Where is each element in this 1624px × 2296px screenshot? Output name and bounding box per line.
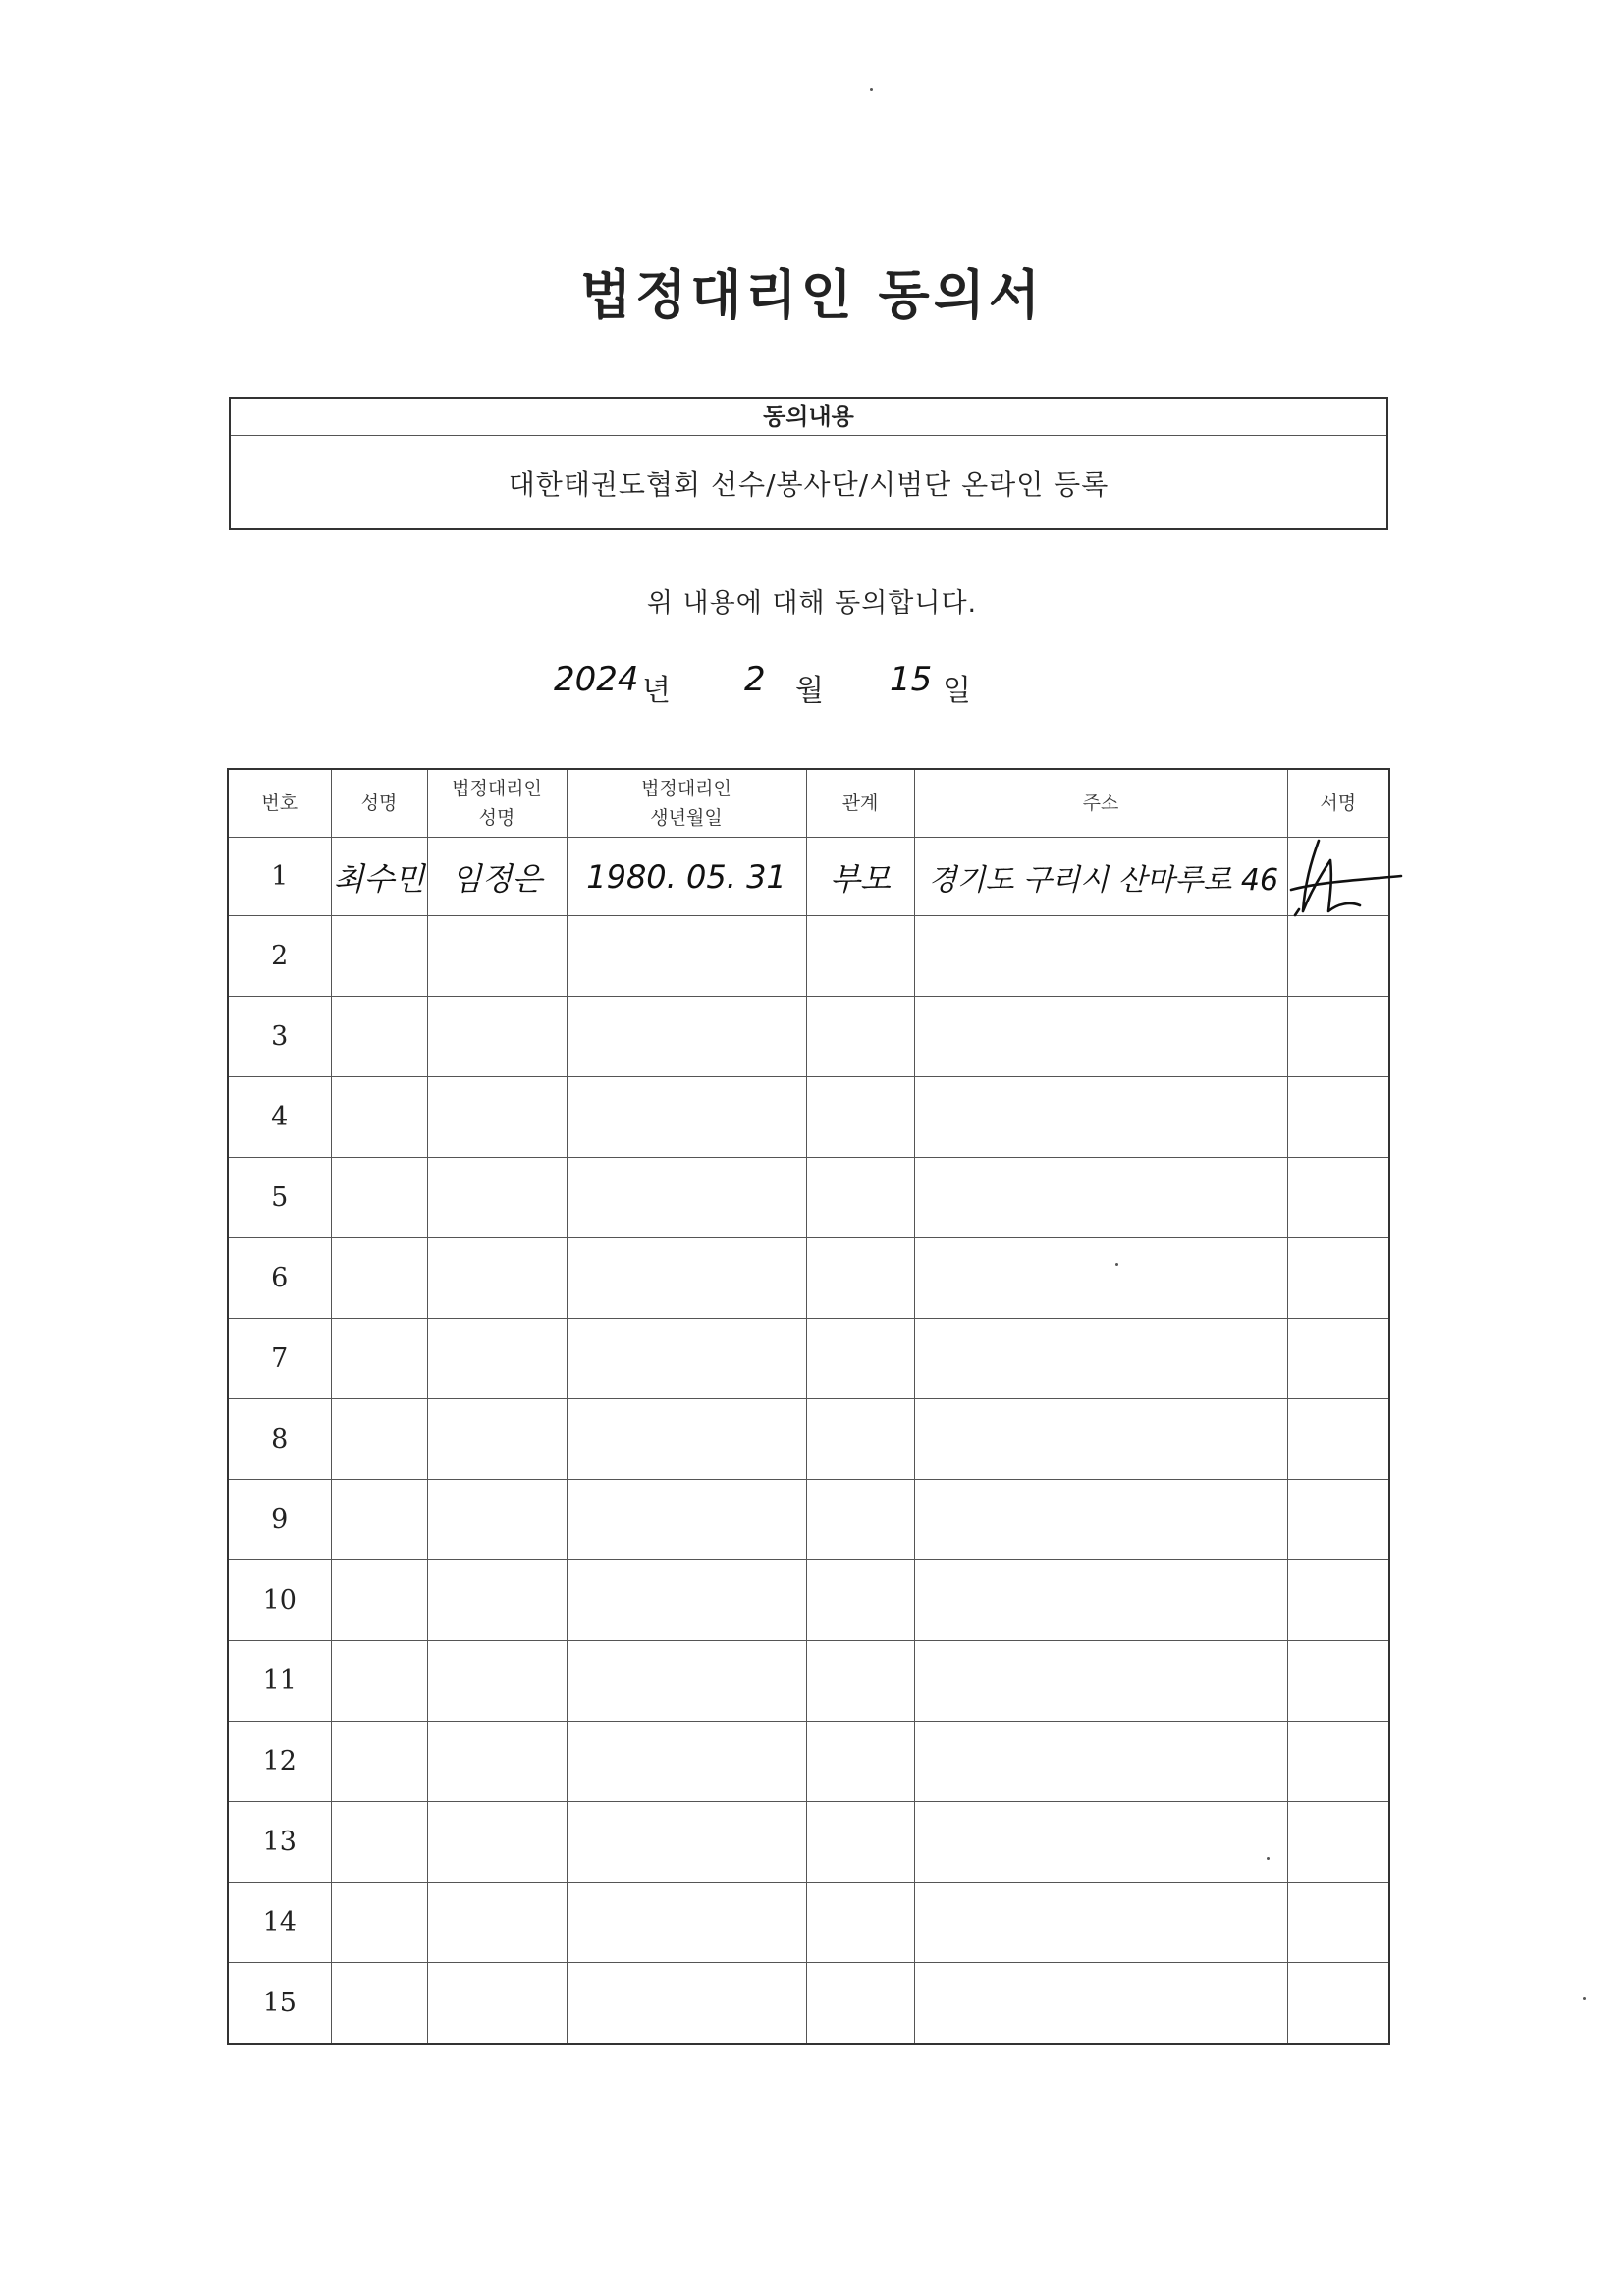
guardian-name: [427, 1399, 567, 1480]
table-row: [228, 1399, 1389, 1480]
header-guardian-birth: [567, 769, 806, 838]
table-row: [228, 1722, 1389, 1802]
header-guardian-birth-line2: 생년월일: [650, 807, 723, 829]
header-guardian-name-line1: 법정대리인: [452, 778, 542, 799]
consent-header: 동의내용: [231, 399, 1386, 436]
date-month-unit: 월: [795, 674, 824, 708]
date-month: 2: [744, 660, 766, 699]
address: [914, 1963, 1287, 2045]
date-day-unit: 일: [943, 674, 971, 708]
address: [914, 1238, 1287, 1319]
registration-table: [227, 768, 1390, 2045]
scan-speck: [1583, 1997, 1586, 2000]
relation: [806, 1480, 914, 1560]
student-name: [331, 1077, 427, 1158]
row-number: 12: [228, 1722, 331, 1802]
guardian-name: [427, 1722, 567, 1802]
student-name: [331, 1641, 427, 1722]
row-number: 9: [228, 1480, 331, 1560]
relation: [806, 1077, 914, 1158]
guardian-birth: [567, 1560, 806, 1641]
signature-cell: [1287, 1319, 1389, 1399]
row-number: 15: [228, 1963, 331, 2045]
address: [914, 1560, 1287, 1641]
row-number: 11: [228, 1641, 331, 1722]
address: [914, 1158, 1287, 1238]
row-number: 7: [228, 1319, 331, 1399]
scan-speck: [1115, 1263, 1118, 1266]
student-name: [331, 1480, 427, 1560]
guardian-name: 임정은: [427, 838, 567, 916]
guardian-birth: [567, 1238, 806, 1319]
row-number: 3: [228, 997, 331, 1077]
header-guardian-name-line2: 성명: [478, 807, 515, 829]
guardian-name: [427, 916, 567, 997]
address: [914, 1319, 1287, 1399]
guardian-name: [427, 1480, 567, 1560]
document-title: 법정대리인 동의서: [579, 264, 1045, 326]
guardian-birth: [567, 1722, 806, 1802]
relation: [806, 1883, 914, 1963]
table-row: [228, 1077, 1389, 1158]
student-name: [331, 1399, 427, 1480]
student-name: [331, 1883, 427, 1963]
student-name: [331, 997, 427, 1077]
guardian-name: [427, 1560, 567, 1641]
student-name: [331, 916, 427, 997]
table-row: [228, 997, 1389, 1077]
table-row: [228, 1480, 1389, 1560]
signature-cell: [1287, 1077, 1389, 1158]
student-name: [331, 1802, 427, 1883]
student-name: 최수민: [331, 838, 427, 916]
table-row: [228, 1560, 1389, 1641]
row-number: 13: [228, 1802, 331, 1883]
table-row: [228, 1963, 1389, 2045]
signature-cell: [1287, 1641, 1389, 1722]
header-guardian-birth-line1: 법정대리인: [641, 778, 731, 799]
guardian-birth: [567, 1077, 806, 1158]
student-name: [331, 1722, 427, 1802]
table-header-row: [228, 769, 1389, 838]
table-row: [228, 838, 1389, 916]
agreement-statement: 위 내용에 대해 동의합니다.: [646, 588, 978, 619]
row-number: 2: [228, 916, 331, 997]
guardian-birth: [567, 1963, 806, 2045]
header-relation: 관계: [806, 769, 914, 838]
guardian-birth: [567, 1319, 806, 1399]
address: [914, 1399, 1287, 1480]
address: [914, 1802, 1287, 1883]
date-day: 15: [890, 660, 933, 699]
row-number: 8: [228, 1399, 331, 1480]
date-year-unit: 년: [642, 674, 671, 708]
table-row: [228, 1641, 1389, 1722]
scan-speck: [1267, 1857, 1270, 1860]
row-number: 4: [228, 1077, 331, 1158]
guardian-name: [427, 1963, 567, 2045]
signature-cell: [1287, 1883, 1389, 1963]
guardian-name: [427, 1158, 567, 1238]
consent-content: 대한태권도협회 선수/봉사단/시범단 온라인 등록: [508, 468, 1110, 501]
relation: [806, 1641, 914, 1722]
address: [914, 1883, 1287, 1963]
signature-cell: [1287, 997, 1389, 1077]
signature-cell: [1287, 1480, 1389, 1560]
guardian-birth: [567, 1641, 806, 1722]
signature-cell: [1287, 1963, 1389, 2045]
guardian-name: [427, 1641, 567, 1722]
table-row: [228, 1319, 1389, 1399]
address: 경기도 구리시 산마루로 46: [914, 838, 1287, 916]
date-year: 2024: [554, 660, 639, 699]
address: [914, 1641, 1287, 1722]
row-number: 5: [228, 1158, 331, 1238]
handwritten-signature: [1281, 833, 1404, 921]
table-row: [228, 1802, 1389, 1883]
guardian-birth: [567, 916, 806, 997]
signature-cell: [1287, 1802, 1389, 1883]
consent-box: [229, 397, 1388, 530]
guardian-birth: [567, 1399, 806, 1480]
signature-cell: [1287, 1158, 1389, 1238]
address: [914, 1480, 1287, 1560]
row-number: 1: [228, 838, 331, 916]
relation: [806, 997, 914, 1077]
table-row: [228, 916, 1389, 997]
header-signature: 서명: [1287, 769, 1389, 838]
address: [914, 1722, 1287, 1802]
guardian-birth: [567, 1480, 806, 1560]
scan-speck: [870, 88, 873, 91]
guardian-name: [427, 1319, 567, 1399]
student-name: [331, 1319, 427, 1399]
table-row: [228, 1238, 1389, 1319]
row-number: 6: [228, 1238, 331, 1319]
guardian-birth: 1980. 05. 31: [567, 838, 806, 916]
guardian-birth: [567, 1802, 806, 1883]
guardian-name: [427, 1883, 567, 1963]
relation: [806, 916, 914, 997]
address: [914, 1077, 1287, 1158]
relation: [806, 1158, 914, 1238]
row-number: 14: [228, 1883, 331, 1963]
guardian-name: [427, 997, 567, 1077]
guardian-birth: [567, 1158, 806, 1238]
signature-cell: [1287, 1399, 1389, 1480]
relation: [806, 1399, 914, 1480]
address: [914, 997, 1287, 1077]
header-guardian-name: [427, 769, 567, 838]
relation: [806, 1722, 914, 1802]
relation: [806, 1560, 914, 1641]
header-name: 성명: [331, 769, 427, 838]
row-number: 10: [228, 1560, 331, 1641]
student-name: [331, 1963, 427, 2045]
guardian-name: [427, 1802, 567, 1883]
signature-cell: [1287, 1722, 1389, 1802]
guardian-name: [427, 1238, 567, 1319]
relation: [806, 1238, 914, 1319]
guardian-birth: [567, 997, 806, 1077]
table-row: [228, 1883, 1389, 1963]
relation: [806, 1802, 914, 1883]
student-name: [331, 1560, 427, 1641]
header-address: 주소: [914, 769, 1287, 838]
guardian-birth: [567, 1883, 806, 1963]
student-name: [331, 1158, 427, 1238]
address: [914, 916, 1287, 997]
signature-cell: [1287, 1238, 1389, 1319]
signature-cell: [1287, 1560, 1389, 1641]
relation: [806, 1319, 914, 1399]
relation: 부모: [806, 838, 914, 916]
guardian-name: [427, 1077, 567, 1158]
signature-cell: [1287, 916, 1389, 997]
student-name: [331, 1238, 427, 1319]
header-no: 번호: [228, 769, 331, 838]
table-row: [228, 1158, 1389, 1238]
relation: [806, 1963, 914, 2045]
